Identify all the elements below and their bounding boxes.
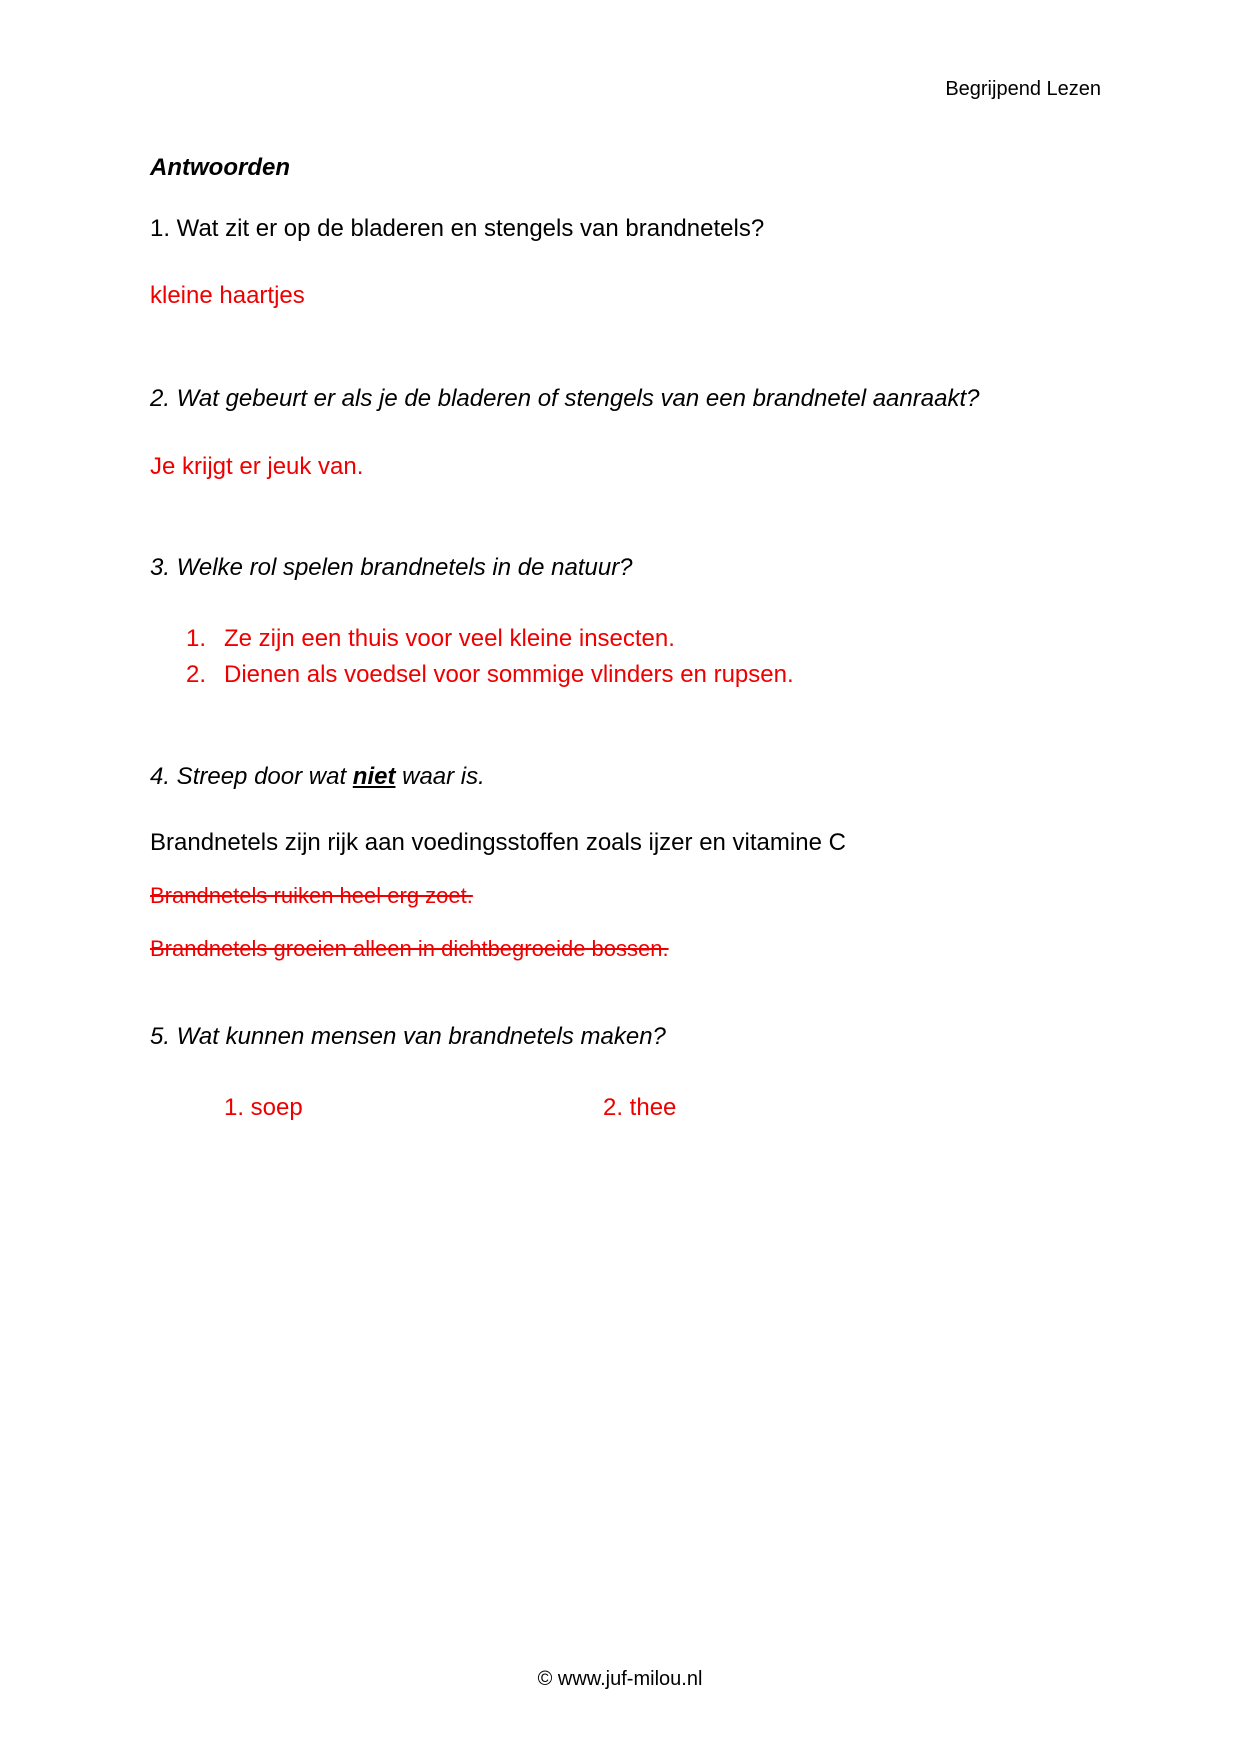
page-header: Begrijpend Lezen bbox=[945, 78, 1101, 100]
answer-3-item-1-number: 1. bbox=[186, 625, 207, 652]
question-4-emphasis: niet bbox=[352, 763, 396, 790]
statement-2-struck: Brandnetels ruiken heel erg zoet. bbox=[150, 883, 473, 908]
question-4-suffix: waar is. bbox=[395, 763, 485, 790]
answer-5-item-1: 1. soep bbox=[224, 1094, 303, 1121]
question-2: 2. Wat gebeurt er als je de bladeren of stengels van een brandnetel aanraakt? bbox=[150, 385, 980, 412]
page-footer: © www.juf-milou.nl bbox=[537, 1668, 703, 1690]
answer-2: Je krijgt er jeuk van. bbox=[150, 453, 364, 480]
statement-3-struck: Brandnetels groeien alleen in dichtbegroeide bossen. bbox=[150, 936, 669, 961]
answer-3-item-1-text: Ze zijn een thuis voor veel kleine insecten. bbox=[224, 625, 675, 652]
question-5: 5. Wat kunnen mensen van brandnetels maken? bbox=[150, 1023, 666, 1050]
question-4-prefix: 4. Streep door wat bbox=[150, 763, 353, 790]
statement-1: Brandnetels zijn rijk aan voedingsstoffen zoals ijzer en vitamine C bbox=[150, 829, 846, 856]
question-1: 1. Wat zit er op de bladeren en stengels van brandnetels? bbox=[150, 215, 765, 242]
answer-3-item-2-text: Dienen als voedsel voor sommige vlinders en rupsen. bbox=[224, 661, 794, 688]
answer-3-item-2-number: 2. bbox=[186, 661, 207, 688]
page-title: Antwoorden bbox=[150, 154, 290, 181]
answer-1: kleine haartjes bbox=[150, 282, 305, 309]
question-3: 3. Welke rol spelen brandnetels in de natuur? bbox=[150, 554, 633, 581]
question-4 bbox=[150, 763, 485, 791]
answer-5-item-2: 2. thee bbox=[603, 1094, 677, 1121]
